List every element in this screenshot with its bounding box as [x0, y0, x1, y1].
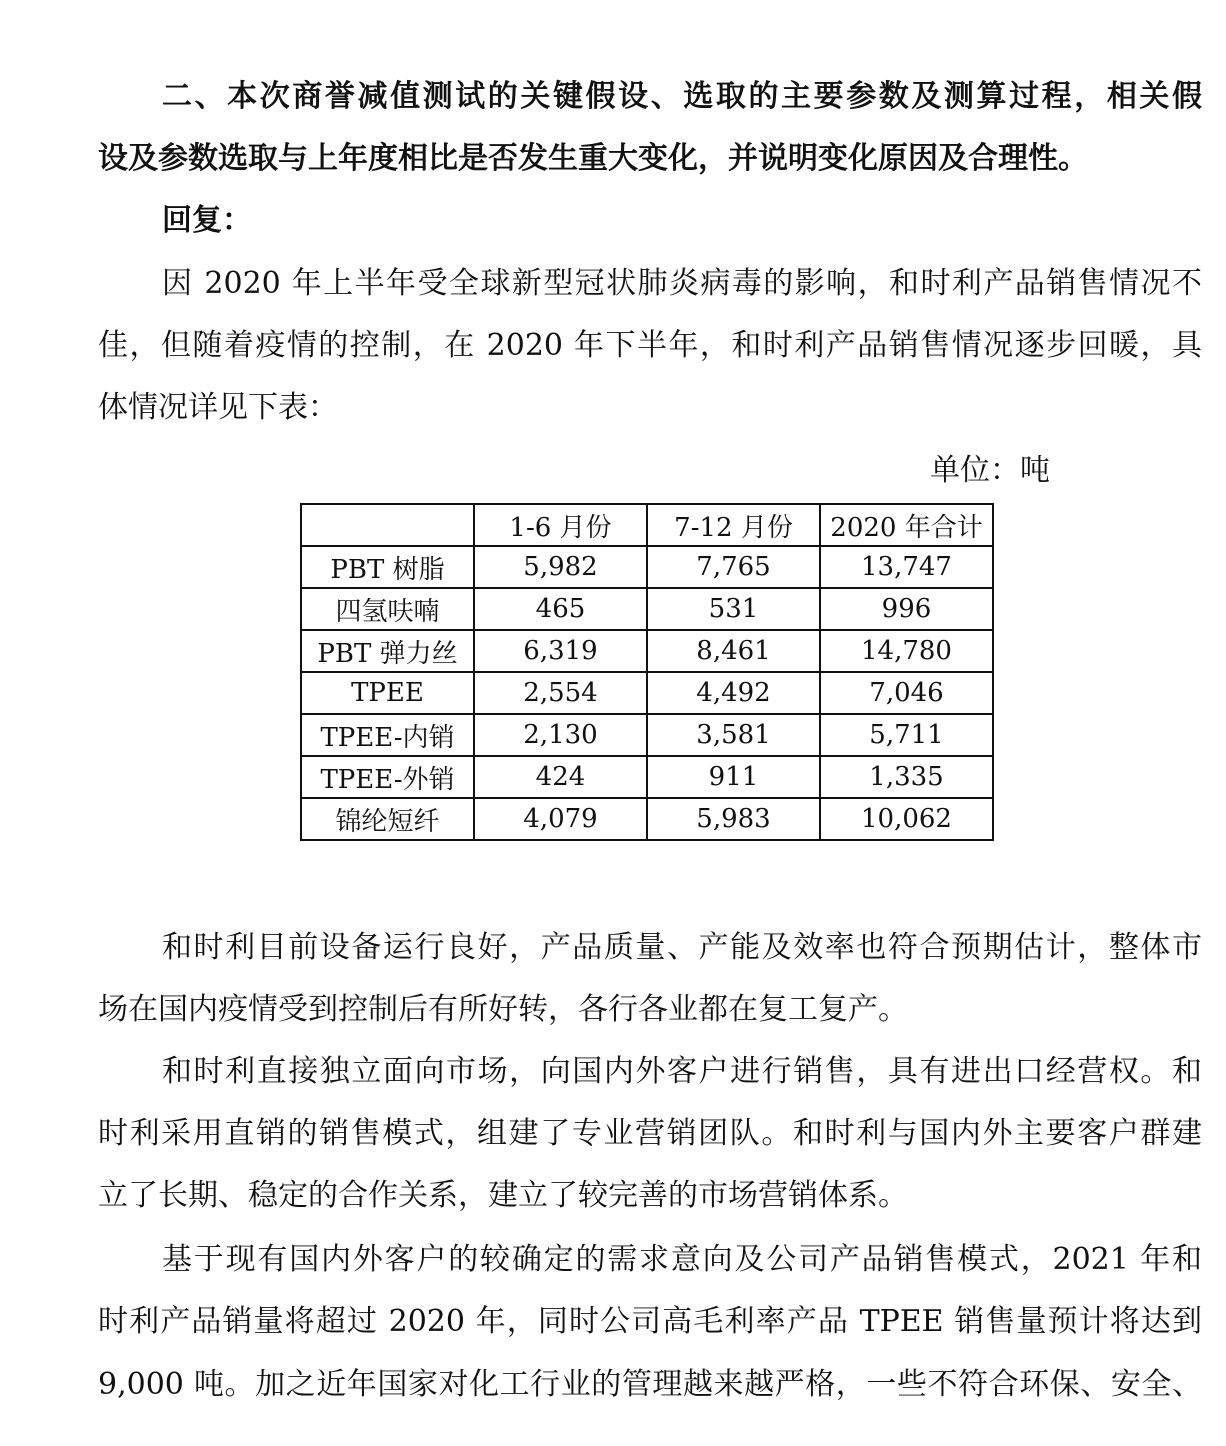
table-row — [301, 630, 993, 672]
text-line: 时利采用直销的销售模式，组建了专业营销团队。和时利与国内外主要客户群建 — [98, 1116, 1202, 1151]
value-cell: 465 — [474, 588, 647, 630]
value-cell: 996 — [820, 588, 993, 630]
value-cell: 5,982 — [474, 546, 647, 588]
value-cell: 7,046 — [820, 672, 993, 714]
text-line: 体情况详见下表： — [98, 390, 338, 425]
value-cell: 4,492 — [647, 672, 820, 714]
value-cell: 911 — [647, 756, 820, 798]
product-name-cell: PBT 弹力丝 — [301, 630, 474, 672]
product-name-cell: TPEE-外销 — [301, 756, 474, 798]
text-line: 因 2020 年上半年受全球新型冠状肺炎病毒的影响，和时利产品销售情况不 — [162, 266, 1202, 301]
value-cell: 424 — [474, 756, 647, 798]
header-cell: 1-6 月份 — [474, 504, 647, 546]
value-cell: 10,062 — [820, 798, 993, 840]
header-cell: 2020 年合计 — [820, 504, 993, 546]
text-line: 佳，但随着疫情的控制，在 2020 年下半年，和时利产品销售情况逐步回暖，具 — [98, 328, 1202, 363]
value-cell: 6,319 — [474, 630, 647, 672]
table-row — [301, 672, 993, 714]
heading-line: 设及参数选取与上年度相比是否发生重大变化，并说明变化原因及合理性。 — [98, 141, 1088, 176]
text-line: 场在国内疫情受到控制后有所好转，各行各业都在复工复产。 — [98, 992, 908, 1027]
sales-table — [300, 503, 994, 841]
value-cell: 13,747 — [820, 546, 993, 588]
table-header-row — [301, 504, 993, 546]
value-cell: 14,780 — [820, 630, 993, 672]
value-cell: 5,711 — [820, 714, 993, 756]
product-name-cell: TPEE — [301, 672, 474, 714]
header-cell: 7-12 月份 — [647, 504, 820, 546]
product-name-cell: 锦纶短纤 — [301, 798, 474, 840]
reply-label: 回复： — [162, 203, 252, 238]
table-row — [301, 588, 993, 630]
value-cell: 2,130 — [474, 714, 647, 756]
text-line: 立了长期、稳定的合作关系，建立了较完善的市场营销体系。 — [98, 1178, 908, 1213]
unit-label: 单位：吨 — [930, 453, 1050, 488]
value-cell: 4,079 — [474, 798, 647, 840]
text-line: 时利产品销量将超过 2020 年，同时公司高毛利率产品 TPEE 销售量预计将达到 — [98, 1304, 1202, 1339]
text-line: 和时利直接独立面向市场，向国内外客户进行销售，具有进出口经营权。和 — [162, 1054, 1202, 1089]
table-row — [301, 546, 993, 588]
value-cell: 2,554 — [474, 672, 647, 714]
product-name-cell: PBT 树脂 — [301, 546, 474, 588]
value-cell: 8,461 — [647, 630, 820, 672]
value-cell: 531 — [647, 588, 820, 630]
value-cell: 7,765 — [647, 546, 820, 588]
product-name-cell: 四氢呋喃 — [301, 588, 474, 630]
heading-line: 二、本次商誉减值测试的关键假设、选取的主要参数及测算过程，相关假 — [162, 79, 1202, 114]
value-cell: 3,581 — [647, 714, 820, 756]
table-row — [301, 798, 993, 840]
value-cell: 1,335 — [820, 756, 993, 798]
text-line: 9,000 吨。加之近年国家对化工行业的管理越来越严格，一些不符合环保、安全、 — [98, 1367, 1202, 1402]
text-line: 和时利目前设备运行良好，产品质量、产能及效率也符合预期估计，整体市 — [162, 930, 1202, 965]
table-row — [301, 756, 993, 798]
table-row — [301, 714, 993, 756]
header-cell — [301, 504, 474, 546]
text-line: 基于现有国内外客户的较确定的需求意向及公司产品销售模式，2021 年和 — [162, 1242, 1202, 1277]
value-cell: 5,983 — [647, 798, 820, 840]
product-name-cell: TPEE-内销 — [301, 714, 474, 756]
